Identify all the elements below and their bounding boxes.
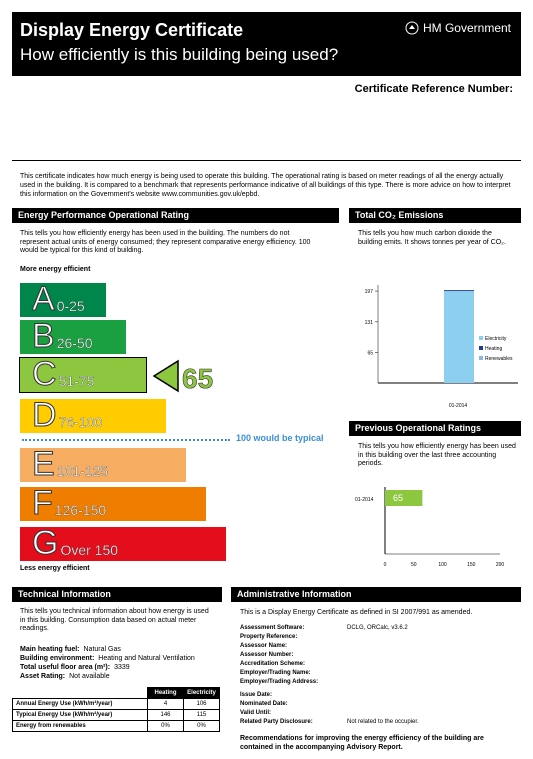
brand-text: HM Government (422, 21, 511, 35)
band-range: 126-150 (54, 502, 107, 518)
co2-tick-label: 131 (364, 319, 373, 326)
table-row (13, 710, 220, 721)
admin-row (240, 669, 515, 677)
co2-heading: Total CO₂ Emissions (349, 208, 521, 223)
co2-y-axis (365, 289, 378, 357)
admin-row (240, 678, 515, 686)
band-letter: C (32, 355, 57, 393)
rating-heading: Energy Performance Operational Rating (12, 208, 339, 223)
rating-band-a (20, 280, 106, 318)
band-letter: B (32, 317, 55, 355)
electricity-value: 115 (184, 710, 220, 721)
prev-bars (385, 490, 422, 506)
admin-row (240, 624, 515, 632)
band-letter: E (32, 445, 55, 483)
band-range: 0-25 (56, 298, 85, 314)
heating-header: Heating (148, 688, 184, 699)
admin-value: DCLG, ORCalc, v3.6.2 (347, 625, 408, 631)
technical-label: Building environment: (20, 655, 95, 662)
technical-value: Heating and Natural Ventilation (98, 655, 195, 662)
admin-row (240, 660, 515, 668)
technical-value: 3339 (114, 664, 130, 671)
previous-ratings-chart (348, 482, 523, 572)
admin-label: Assessment Software: (240, 625, 305, 631)
prev-tick-label: 200 (495, 562, 505, 568)
intro-text: This certificate indicates how much energy is being used to operate this building. The operational rating is based on meter readings of all the energy actually used in the building. It is compared to a benchmark that represents performance indicative of all buildings of this type. There is more advice on how to interpret this information on the Government's website www.communities.gov.uk/epbd. (20, 173, 511, 198)
prev-bar (385, 490, 422, 506)
prev-x-ticks (384, 562, 505, 568)
admin-value: Not related to the occupier. (347, 719, 419, 725)
page-title: Display Energy Certificate (20, 20, 244, 40)
table-corner (13, 688, 148, 699)
prev-tick-label: 50 (410, 562, 417, 568)
electricity-header: Electricity (184, 688, 220, 699)
admin-row (240, 633, 515, 641)
more-efficient-label: More energy efficient (20, 266, 91, 273)
legend-label: Heating (485, 346, 503, 352)
admin-heading: Administrative Information (231, 587, 521, 602)
prev-tick-label: 0 (383, 562, 387, 568)
government-brand (405, 21, 511, 35)
admin-row (240, 718, 515, 726)
co2-tick-label: 65 (367, 350, 373, 357)
co2-legend (479, 336, 513, 362)
admin-row (240, 642, 515, 650)
co2-bar-electricity (444, 291, 474, 383)
prev-tick-label: 100 (438, 562, 447, 568)
technical-label: Total useful floor area (m²): (20, 664, 111, 671)
band-range: 26-50 (56, 335, 93, 351)
admin-label: Property Reference: (240, 634, 298, 640)
band-letter: F (32, 484, 53, 522)
admin-label: Employer/Trading Name: (240, 670, 311, 676)
table-row (13, 721, 220, 732)
page-subtitle: How efficiently is this building being used? (20, 45, 339, 64)
row-label: Energy from renewables (13, 721, 148, 732)
technical-row (20, 673, 110, 682)
typical-line (22, 439, 230, 441)
band-letter: G (32, 524, 59, 562)
heating-value: 146 (148, 710, 184, 721)
admin-recommendation: Recommendations for improving the energy efficiency of the building are contained in the accompanying Advisory Report. (240, 735, 484, 751)
technical-label: Asset Rating: (20, 673, 66, 680)
electricity-value: 106 (184, 699, 220, 710)
admin-row (240, 700, 515, 708)
rating-band-d (20, 396, 166, 434)
row-label: Annual Energy Use (kWh/m²/year) (13, 699, 148, 710)
technical-label: Main heating fuel: (20, 646, 80, 653)
rating-band-e (20, 445, 186, 483)
admin-label: Employer/Trading Address: (240, 679, 319, 685)
legend-swatch (479, 336, 483, 340)
divider (12, 160, 521, 161)
current-rating-arrow (150, 358, 230, 394)
rating-band-g (20, 524, 226, 562)
prev-category-label: 01-2014 (355, 497, 374, 503)
band-range: Over 150 (60, 542, 119, 558)
band-letter: D (32, 396, 57, 434)
band-range: 101-125 (56, 463, 109, 479)
rating-band-f (20, 484, 206, 522)
admin-label: Related Party Disclosure: (240, 719, 313, 725)
band-letter: A (32, 280, 55, 318)
co2-description: This tells you how much carbon dioxide the building emits. It shows tonnes per year of CO₂. (358, 230, 506, 246)
electricity-value: 0% (184, 721, 220, 732)
previous-heading: Previous Operational Ratings (349, 421, 521, 436)
row-label: Typical Energy Use (kWh/m²/year) (13, 710, 148, 721)
co2-x-tick-label: 01-2014 (448, 403, 468, 409)
legend-label: Electricity (485, 336, 507, 342)
admin-label: Nominated Date: (240, 701, 288, 707)
technical-row (20, 655, 195, 664)
admin-label: Assessor Name: (240, 643, 288, 649)
previous-description: This tells you how efficiently energy has been used in this building over the last three accounting periods. (358, 443, 516, 467)
co2-chart (348, 275, 523, 415)
technical-value: Natural Gas (83, 646, 121, 653)
admin-row (240, 709, 515, 717)
legend-label: Renewables (485, 356, 513, 362)
admin-label: Valid Until: (240, 710, 272, 716)
certificate-header (12, 12, 521, 76)
rating-band-b (20, 317, 126, 355)
prev-bar-label: 65 (393, 493, 404, 503)
admin-intro: This is a Display Energy Certificate as defined in SI 2007/991 as amended. (240, 609, 473, 616)
legend-swatch (479, 346, 483, 350)
admin-row (240, 651, 515, 659)
admin-label: Accreditation Scheme: (240, 661, 306, 667)
legend-swatch (479, 356, 483, 360)
table-row (13, 699, 220, 710)
co2-bars (444, 290, 474, 383)
co2-tick-label: 197 (364, 289, 373, 296)
band-range: 76-100 (58, 414, 103, 430)
heating-value: 0% (148, 721, 184, 732)
admin-label: Issue Date: (240, 692, 273, 698)
rating-description: This tells you how efficiently energy has been used in the building. The numbers do not represent actual units of energy consumed; they represent comparative energy efficiency. 100 would be typical for this kind of building. (20, 230, 311, 254)
band-range: 51-75 (58, 373, 95, 389)
admin-label: Assessor Number: (240, 652, 294, 658)
energy-use-table (12, 687, 220, 732)
prev-tick-label: 150 (467, 562, 476, 568)
table-header-row (13, 688, 220, 699)
co2-bar-heating (444, 290, 474, 291)
crest-icon (405, 21, 419, 35)
technical-row (20, 664, 130, 673)
less-efficient-label: Less energy efficient (20, 565, 90, 572)
typical-label: 100 would be typical (236, 433, 324, 443)
technical-description: This tells you technical information about how energy is used in this building. Consumption data based on actual meter readings. (20, 608, 209, 632)
certificate-reference-label: Certificate Reference Number: (354, 83, 513, 95)
arrow-shape (154, 361, 178, 391)
heating-value: 4 (148, 699, 184, 710)
technical-value: Not available (69, 673, 110, 680)
technical-row (20, 646, 121, 655)
technical-heading: Technical Information (12, 587, 222, 602)
current-rating-value: 65 (182, 363, 214, 394)
rating-band-c (20, 355, 146, 393)
admin-row (240, 691, 515, 699)
